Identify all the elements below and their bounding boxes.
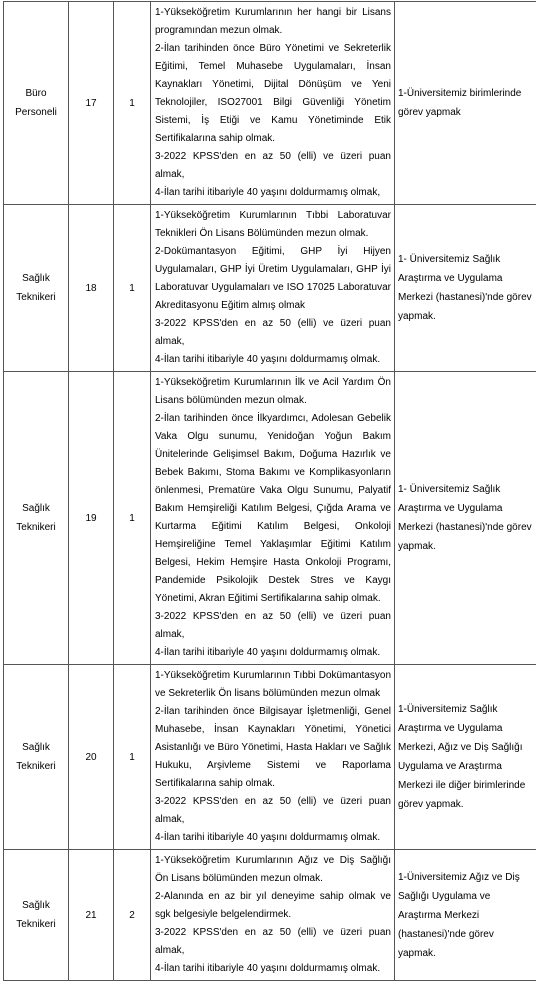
table-row [4,205,536,372]
requirements-cell [151,850,395,981]
requirement-item: 1-Yükseköğretim Kurumlarının Ağız ve Diş Sağlığı Ön Lisans bölümünden mezun olmak. [155,852,391,888]
requirement-item: 2-İlan tarihinden önce Bilgisayar İşletmenliği, Genel Muhasebe, İnsan Kaynakları Yönetimi, Yönetici Asistanlığı ve Büro Yönetimi, Hasta Hakları ve Sağlık Hukuku, Arşivleme Sistemi ve Raporlama Sertifikalarına sahip olmak. [155,703,391,793]
position-count: 1 [114,2,151,205]
position-number: 17 [69,2,114,205]
duty-cell: 1-Üniversitemiz birimlerinde görev yapmak [395,2,536,205]
duty-cell: 1- Üniversitemiz Sağlık Araştırma ve Uygulama Merkezi (hastanesi)'nde görev yapmak. [395,372,536,665]
requirements-cell [151,205,395,372]
table-row [4,2,536,205]
position-number: 20 [69,665,114,850]
requirement-item: 2-Alanında en az bir yıl deneyime sahip olmak ve sgk belgesiyle belgelendirmek. [155,888,391,924]
position-number: 21 [69,850,114,981]
table-row [4,850,536,981]
requirement-item: 1-Yükseköğretim Kurumlarının Tıbbi Dokümantasyon ve Sekreterlik Ön lisans bölümünden mezun olmak [155,667,391,703]
positions-table [3,1,536,981]
requirement-item: 4-İlan tarihi itibariyle 40 yaşını doldurmamış olmak. [155,829,391,847]
position-title: Sağlık Teknikeri [4,372,69,665]
table-row [4,372,536,665]
duty-cell: 1-Üniversitemiz Ağız ve Diş Sağlığı Uygulama ve Araştırma Merkezi (hastanesi)'nde görev yapmak. [395,850,536,981]
requirements-cell [151,2,395,205]
requirement-item: 3-2022 KPSS'den en az 50 (elli) ve üzeri puan almak, [155,315,391,351]
requirement-item: 4-İlan tarihi itibariyle 40 yaşını doldurmamış olmak. [155,960,391,978]
requirement-item: 2-Dokümantasyon Eğitimi, GHP İyi Hijyen Uygulamaları, GHP İyi Üretim Uygulamaları, GHP İyi Laboratuvar Uygulamaları ve ISO 17025 Laboratuvar Akreditasyonu Eğitim almış olmak [155,243,391,315]
requirement-item: 4-İlan tarihi itibariyle 40 yaşını doldurmamış olmak. [155,351,391,369]
requirement-item: 1-Yükseköğretim Kurumlarının Tıbbi Laboratuvar Teknikleri Ön Lisans Bölümünden mezun olmak. [155,207,391,243]
requirements-cell [151,372,395,665]
position-count: 1 [114,372,151,665]
requirement-item: 3-2022 KPSS'den en az 50 (elli) ve üzeri puan almak, [155,608,391,644]
requirement-item: 4-İlan tarihi itibariyle 40 yaşını doldurmamış olmak. [155,644,391,662]
duty-cell: 1-Üniversitemiz Sağlık Araştırma ve Uygulama Merkezi, Ağız ve Diş Sağlığı Uygulama ve Araştırma Merkezi ile diğer birimlerinde görev yapmak. [395,665,536,850]
position-title: Sağlık Teknikeri [4,205,69,372]
position-number: 18 [69,205,114,372]
table-row [4,665,536,850]
position-title: Büro Personeli [4,2,69,205]
requirement-item: 2-İlan tarihinden önce Büro Yönetimi ve Sekreterlik Eğitimi, Temel Muhasebe Uygulamaları, İnsan Kaynakları Yönetimi, Dijital Dönüşüm ve Yeni Teknolojiler, ISO27001 Bilgi Güvenliği Yönetim Sistemi, İş Etiği ve Kamu Yönetiminde Etik Sertifikalarına sahip olmak. [155,40,391,148]
requirement-item: 3-2022 KPSS'den en az 50 (elli) ve üzeri puan almak, [155,148,391,184]
requirement-item: 2-İlan tarihinden önce İlkyardımcı, Adolesan Gebelik Vaka Olgu sunumu, Yenidoğan Yoğun Bakım Ünitelerinde Gelişimsel Bakım, Doğuma Hazırlık ve Bebek Bakımı, Stoma Bakımı ve Komplikasyonların önlenmesi, Prematüre Vaka Olgu Sunumu, Palyatif Bakım Hemşireliği Katılım Belgesi, Çığda Arama ve Kurtarma Eğitimi Katılım Belgesi, Onkoloji Hemşireliğine Temel Yaklaşımlar Eğitimi Katılım Belgesi, Hekim Hemşire Hasta Onkoloji Programı, Pandemide Psikolojik Destek Stres ve Kaygı Yönetimi, Akran Eğitimi Sertifikalarına sahip olmak. [155,410,391,608]
duty-cell: 1- Üniversitemiz Sağlık Araştırma ve Uygulama Merkezi (hastanesi)'nde görev yapmak. [395,205,536,372]
position-title: Sağlık Teknikeri [4,850,69,981]
position-number: 19 [69,372,114,665]
requirement-item: 1-Yükseköğretim Kurumlarının her hangi bir Lisans programından mezun olmak. [155,4,391,40]
requirement-item: 4-İlan tarihi itibariyle 40 yaşını doldurmamış olmak, [155,184,391,202]
requirements-cell [151,665,395,850]
position-count: 1 [114,665,151,850]
position-title: Sağlık Teknikeri [4,665,69,850]
position-count: 1 [114,205,151,372]
position-count: 2 [114,850,151,981]
requirement-item: 1-Yükseköğretim Kurumlarının İlk ve Acil Yardım Ön Lisans bölümünden mezun olmak. [155,374,391,410]
requirement-item: 3-2022 KPSS'den en az 50 (elli) ve üzeri puan almak, [155,793,391,829]
requirement-item: 3-2022 KPSS'den en az 50 (elli) ve üzeri puan almak, [155,924,391,960]
